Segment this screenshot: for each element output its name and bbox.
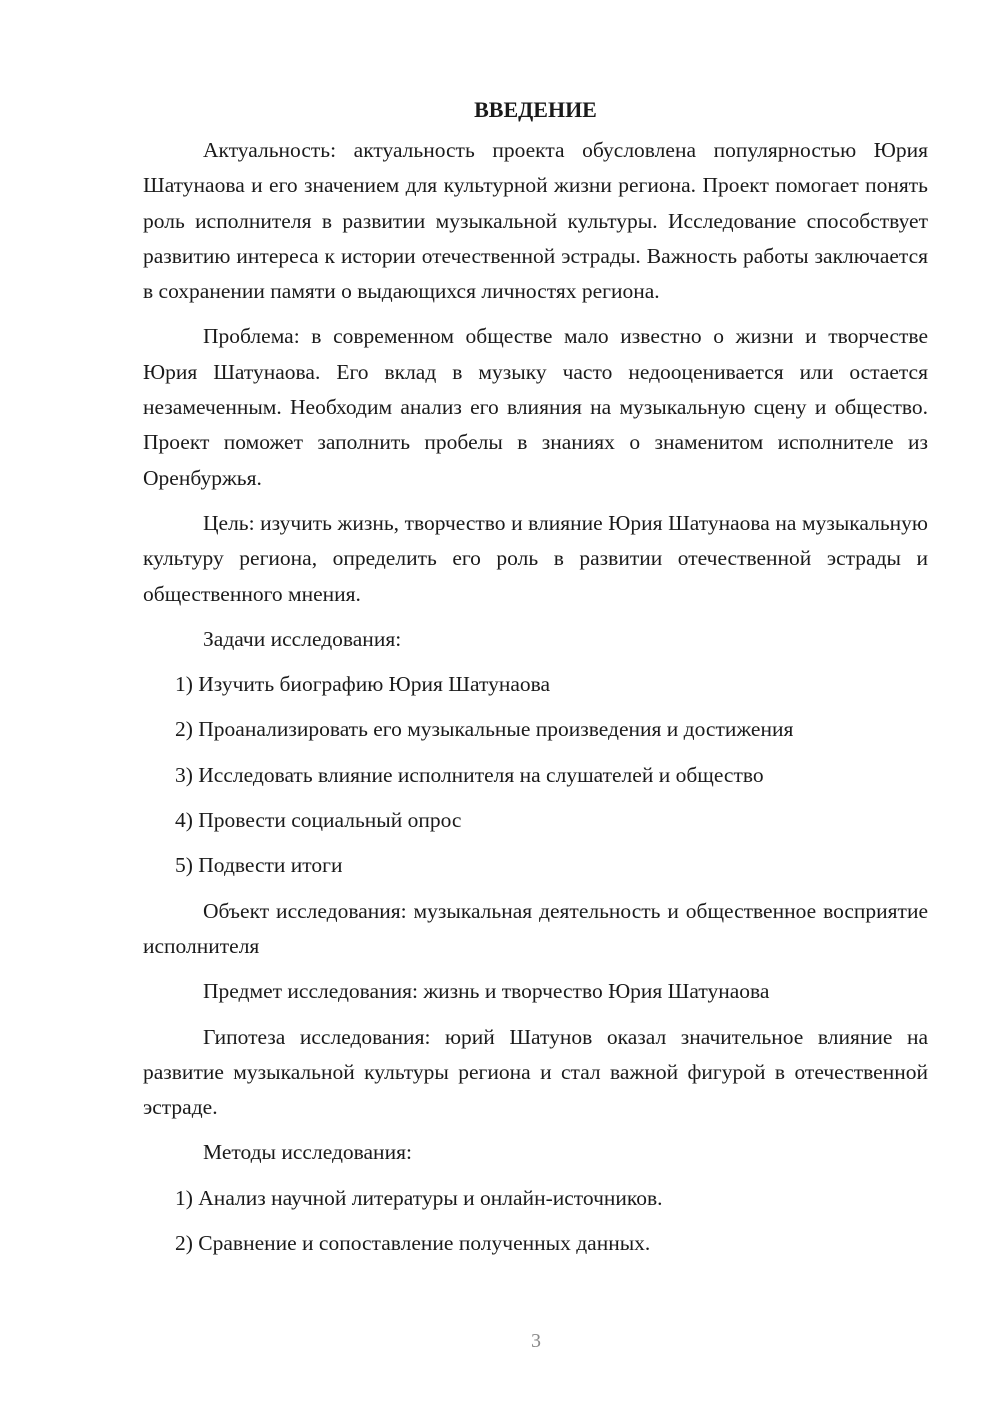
methods-list bbox=[143, 1181, 928, 1262]
section-title: ВВЕДЕНИЕ bbox=[474, 97, 597, 122]
list-item: 1) Изучить биографию Юрия Шатунаова bbox=[175, 672, 551, 697]
problem-paragraph: Проблема: в современном обществе мало известно о жизни и творчестве Юрия Шатунаова. Его вклад в музыку часто недооценивается или остается незамеченным. Необходим анализ его влияния на музыкальную сцену и общество. Проект поможет заполнить пробелы в знаниях о знаменитом исполнителе из Оренбуржья. bbox=[143, 324, 928, 490]
list-item: 1) Анализ научной литературы и онлайн-источников. bbox=[175, 1185, 663, 1210]
subject-paragraph: Предмет исследования: жизнь и творчество Юрия Шатунаова bbox=[203, 979, 770, 1004]
goal-paragraph: Цель: изучить жизнь, творчество и влияние Юрия Шатунаова на музыкальную культуру региона, определить его роль в развитии отечественной эстрады и общественного мнения. bbox=[143, 510, 928, 606]
tasks-list bbox=[143, 667, 928, 883]
list-item: 4) Провести социальный опрос bbox=[175, 808, 462, 833]
list-item: 3) Исследовать влияние исполнителя на слушателей и общество bbox=[175, 762, 764, 787]
hypothesis-paragraph: Гипотеза исследования: юрий Шатунов оказал значительное влияние на развитие музыкальной культуры региона и стал важной фигурой в отечественной эстраде. bbox=[143, 1024, 928, 1120]
object-paragraph: Объект исследования: музыкальная деятельность и общественное восприятие исполнителя bbox=[143, 898, 928, 958]
list-item: 5) Подвести итоги bbox=[175, 853, 343, 878]
methods-heading: Методы исследования: bbox=[203, 1140, 412, 1165]
relevance-paragraph: Актуальность: актуальность проекта обусловлена популярностью Юрия Шатунаова и его значением для культурной жизни региона. Проект помогает понять роль исполнителя в развитии музыкальной культуры. Исследование способствует развитию интереса к истории отечественной эстрады. Важность работы заключается в сохранении памяти о выдающихся личностях региона. bbox=[143, 138, 928, 304]
tasks-heading: Задачи исследования: bbox=[203, 626, 402, 651]
page-number: 3 bbox=[531, 1330, 541, 1352]
list-item: 2) Проанализировать его музыкальные произведения и достижения bbox=[175, 717, 794, 742]
list-item: 2) Сравнение и сопоставление полученных данных. bbox=[175, 1231, 651, 1256]
document-page bbox=[143, 92, 928, 1271]
